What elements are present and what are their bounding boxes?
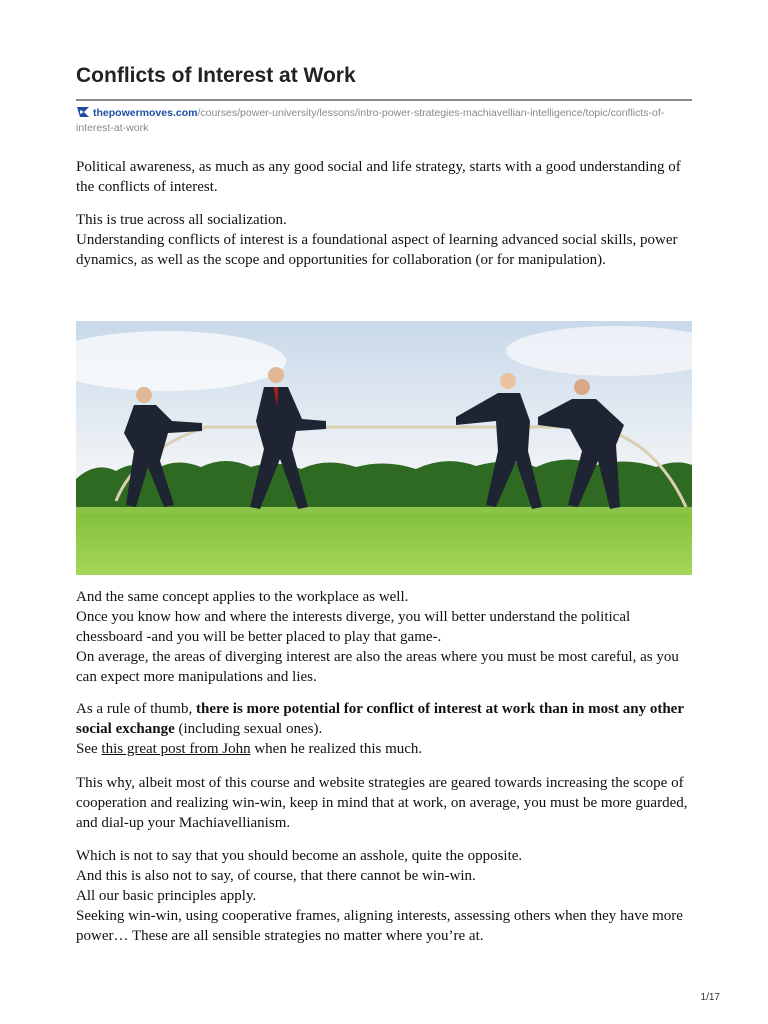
foundational-paragraph: Understanding conflicts of interest is a foundational aspect of learning advanced social skills, power dynamics, as well as the scope and opportunities for collaboration (or for manipulation). xyxy=(76,232,678,268)
tug-of-war-photo xyxy=(76,321,692,575)
rule-suffix: (including sexual ones). xyxy=(174,721,323,737)
workplace-section xyxy=(76,587,696,946)
careful-line: On average, the areas of diverging interest are also the areas where you must be most careful, as you can expect more manipulations and lies. xyxy=(76,649,679,685)
see-post-line xyxy=(76,739,696,759)
see-suffix: when he realized this much. xyxy=(250,741,423,757)
see-prefix: See xyxy=(76,741,102,757)
opposite-line: Which is not to say that you should become an asshole, quite the opposite. xyxy=(76,848,523,864)
page-number: 1/17 xyxy=(700,992,720,1003)
powermoves-logo-icon xyxy=(76,106,90,118)
rule-of-thumb-paragraph xyxy=(76,699,696,739)
chessboard-line: Once you know how and where the interests diverge, you will better understand the political chessboard -and you will be better placed to play that game-. xyxy=(76,609,631,645)
principles-line: All our basic principles apply. xyxy=(76,888,257,904)
rule-prefix: As a rule of thumb, xyxy=(76,701,196,717)
win-win-line: And this is also not to say, of course, that there cannot be win-win. xyxy=(76,868,476,884)
rule-bold-text: there is more potential for conflict of interest at work than in most any other social exchange xyxy=(76,701,684,737)
machiavellianism-paragraph: This why, albeit most of this course and website strategies are geared towards increasing the scope of cooperation and realizing win-win, keep in mind that at work, on average, you must be more guarded, and dial-up your Machiavellianism. xyxy=(76,775,688,831)
source-domain[interactable]: thepowermoves.com xyxy=(93,107,198,119)
john-post-link[interactable]: this great post from John xyxy=(101,741,251,757)
page-title: Conflicts of Interest at Work xyxy=(76,64,356,87)
intro-section xyxy=(76,157,696,270)
intro-paragraph: Political awareness, as much as any good social and life strategy, starts with a good understanding of the conflicts of interest. xyxy=(76,159,681,195)
workplace-line: And the same concept applies to the workplace as well. xyxy=(76,589,409,605)
title-divider xyxy=(76,99,692,101)
socialization-line: This is true across all socialization. xyxy=(76,212,287,228)
strategies-line: Seeking win-win, using cooperative frames, aligning interests, assessing others when they have more power… These are all sensible strategies no matter where you’re at. xyxy=(76,908,683,944)
source-url[interactable] xyxy=(76,106,686,136)
source-path[interactable]: /courses/power-university/lessons/intro-power-strategies-machiavellian-intelligence/topic/conflicts-of-interest-at-work xyxy=(76,107,665,134)
